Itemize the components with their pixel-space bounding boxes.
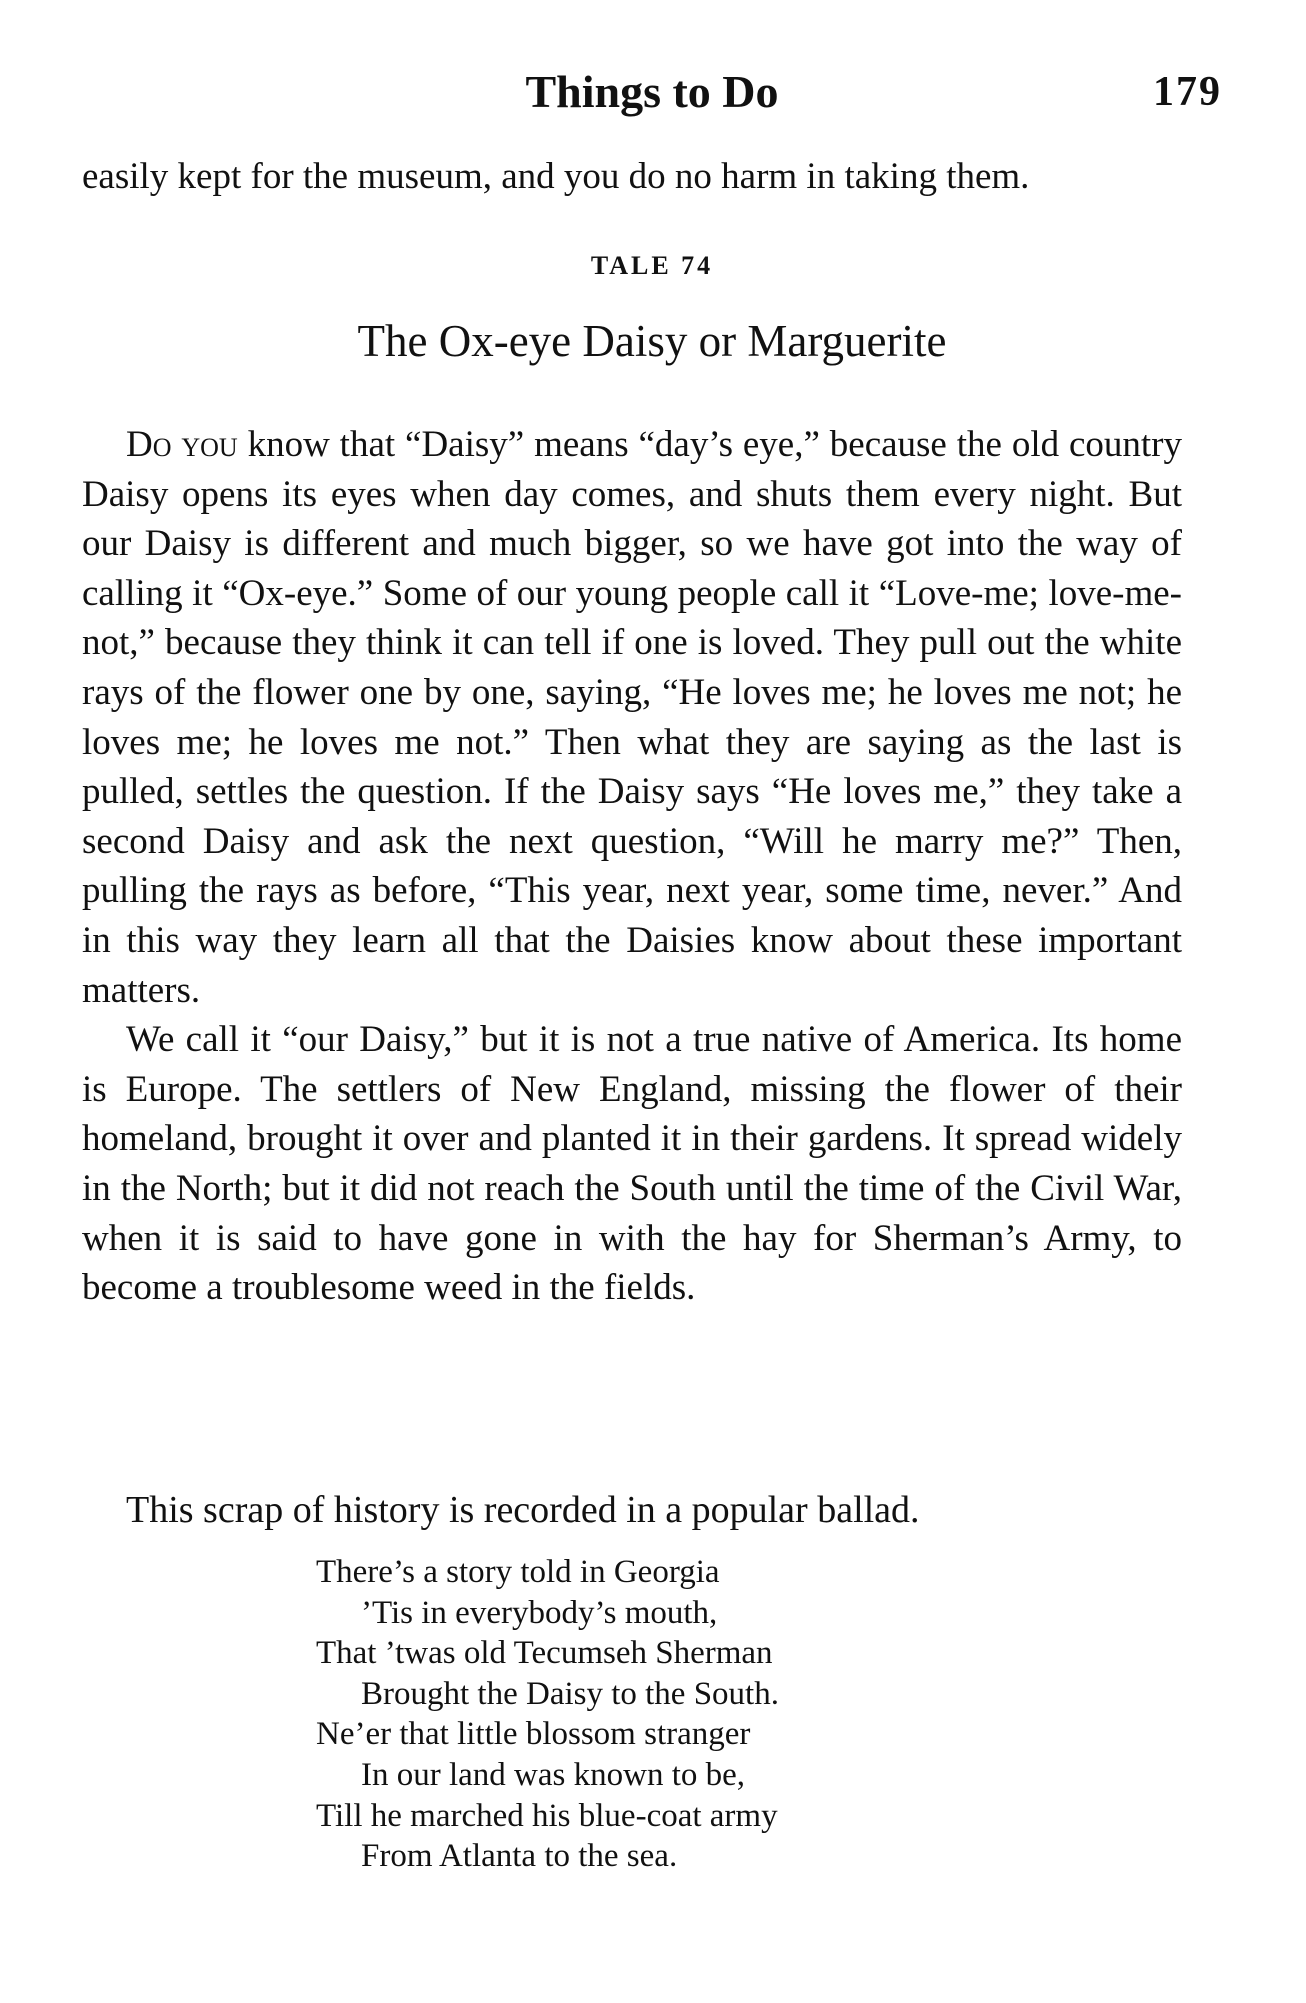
paragraph-2: We call it “our Daisy,” but it is not a true native of America. Its home is Europe. The settlers of New England, missing the flower of their homeland, brought it over and planted it in their gardens. It spread widely in the North; but it did not reach the South until the time of the Civil War, when it is said to have gone in with the hay for Sherman’s Army, to become a troublesome weed in the fields. [82, 1019, 1182, 1309]
running-head [82, 62, 1222, 122]
tale-title: The Ox-eye Daisy or Marguerite [357, 316, 947, 366]
ballad-line: That ’twas old Tecumseh Sherman [316, 1635, 773, 1672]
ballad-intro: This scrap of history is recorded in a popular ballad. [126, 1489, 920, 1531]
tale-body [82, 420, 1182, 1313]
running-title: Things to Do [525, 66, 779, 117]
page-number: 179 [1153, 69, 1222, 115]
paragraph-lead-in: Do you [126, 424, 238, 465]
ballad-line: Ne’er that little blossom stranger [316, 1716, 751, 1753]
tale-number: TALE 74 [590, 251, 714, 280]
ballad-line: In our land was known to be, [361, 1756, 746, 1793]
paragraph-1 [82, 420, 1182, 1015]
ballad-line: ’Tis in everybody’s mouth, [361, 1594, 718, 1631]
paragraph-1-text: know that “Daisy” means “day’s eye,” because the old country Daisy opens its eyes when day comes, and shuts them every night. But our Daisy is different and much bigger, so we have got into the way of calling it “Ox-eye.” Some of our young people call it “Love-me; love-me-not,” because they think it can tell if one is loved. They pull out the white rays of the flower one by one, saying, “He loves me; he loves me not; he loves me; he loves me not.” Then what they are saying as the last is pulled, settles the question. If the Daisy says “He loves me,” they take a second Daisy and ask the next question, “Will he marry me?” Then, pulling the rays as before, “This year, next year, some time, never.” And in this way they learn all that the Daisies know about these important matters. [82, 424, 1182, 1011]
ballad-line: Brought the Daisy to the South. [361, 1675, 779, 1712]
ballad-line: Till he marched his blue-coat army [316, 1797, 778, 1834]
ballad-line: There’s a story told in Georgia [316, 1554, 720, 1590]
ballad-line: From Atlanta to the sea. [361, 1838, 678, 1875]
ballad-verse [316, 1552, 779, 1877]
carry-over-paragraph: easily kept for the museum, and you do no harm in taking them. [82, 156, 1030, 197]
